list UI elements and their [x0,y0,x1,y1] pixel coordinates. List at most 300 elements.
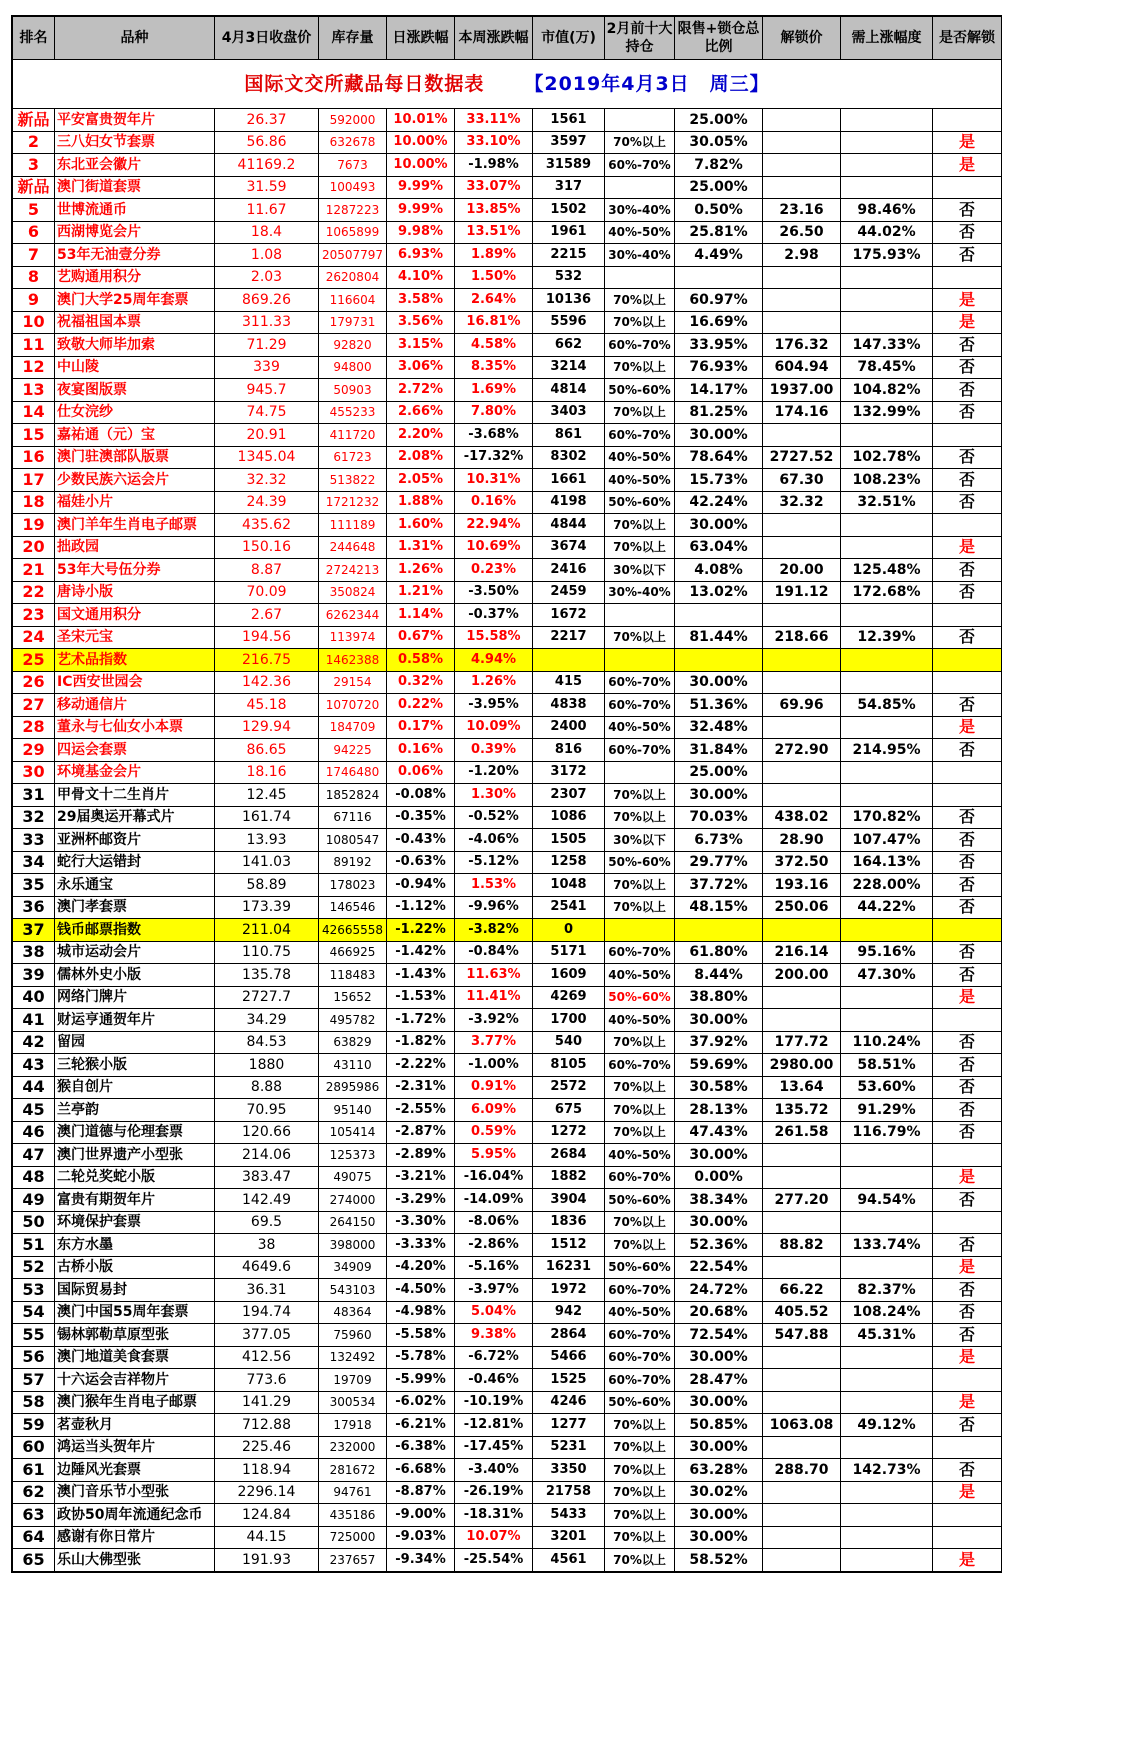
price-cell: 142.36 [215,671,319,694]
holding-cell: 70%以上 [605,1504,675,1527]
lock-ratio-cell: 60.97% [675,289,763,312]
table-row [13,266,1002,289]
unlock-price-cell: 547.88 [763,1324,841,1347]
unlock-price-cell: 88.82 [763,1234,841,1257]
lock-ratio-cell: 51.36% [675,694,763,717]
stock-cell: 100493 [319,176,387,199]
unlocked-flag-cell: 否 [933,559,1002,582]
table-row [13,1301,1002,1324]
name-cell: 留园 [55,1031,215,1054]
day-change-cell: -4.50% [387,1279,455,1302]
data-table [12,16,1002,1572]
holding-cell [605,266,675,289]
table-row [13,1189,1002,1212]
holding-cell: 40%-50% [605,1144,675,1167]
stock-cell: 19709 [319,1369,387,1392]
price-cell: 191.93 [215,1549,319,1572]
unlocked-flag-cell: 否 [933,334,1002,357]
needed-rise-cell [841,131,933,154]
day-change-cell: -1.53% [387,986,455,1009]
needed-rise-cell: 164.13% [841,851,933,874]
needed-rise-cell: 133.74% [841,1234,933,1257]
table-row [13,536,1002,559]
needed-rise-cell: 228.00% [841,874,933,897]
price-cell: 161.74 [215,806,319,829]
table-row [13,1256,1002,1279]
market-value-cell: 1502 [533,199,605,222]
day-change-cell: -1.82% [387,1031,455,1054]
market-value-cell: 942 [533,1301,605,1324]
week-change-cell: 7.80% [455,401,533,424]
price-cell: 71.29 [215,334,319,357]
day-change-cell: -9.03% [387,1526,455,1549]
day-change-cell: 10.00% [387,154,455,177]
unlocked-flag-cell: 否 [933,1279,1002,1302]
stock-cell: 2724213 [319,559,387,582]
price-cell: 124.84 [215,1504,319,1527]
stock-cell: 42665558 [319,919,387,942]
holding-cell: 70%以上 [605,874,675,897]
holding-cell: 60%-70% [605,671,675,694]
week-change-cell: -0.37% [455,604,533,627]
name-cell: 世博流通币 [55,199,215,222]
unlocked-flag-cell: 否 [933,739,1002,762]
name-cell: 少数民族六运会片 [55,469,215,492]
price-cell: 84.53 [215,1031,319,1054]
table-row [13,1054,1002,1077]
price-cell: 1880 [215,1054,319,1077]
stock-cell: 29154 [319,671,387,694]
holding-cell: 70%以上 [605,1031,675,1054]
needed-rise-cell [841,109,933,132]
price-cell: 225.46 [215,1436,319,1459]
needed-rise-cell: 172.68% [841,581,933,604]
holding-cell: 70%以上 [605,896,675,919]
price-cell: 18.16 [215,761,319,784]
unlocked-flag-cell: 是 [933,154,1002,177]
unlock-price-cell [763,154,841,177]
day-change-cell: 6.93% [387,244,455,267]
needed-rise-cell [841,1549,933,1572]
header-day-change: 日涨跌幅 [387,17,455,60]
day-change-cell: -2.89% [387,1144,455,1167]
price-cell: 412.56 [215,1346,319,1369]
rank-cell: 58 [13,1391,55,1414]
stock-cell: 2895986 [319,1076,387,1099]
unlock-price-cell [763,649,841,672]
table-row [13,514,1002,537]
needed-rise-cell: 82.37% [841,1279,933,1302]
table-row [13,199,1002,222]
lock-ratio-cell: 30.02% [675,1481,763,1504]
lock-ratio-cell: 59.69% [675,1054,763,1077]
price-cell: 44.15 [215,1526,319,1549]
lock-ratio-cell: 30.00% [675,1526,763,1549]
needed-rise-cell [841,761,933,784]
day-change-cell: -8.87% [387,1481,455,1504]
holding-cell: 70%以上 [605,1414,675,1437]
unlocked-flag-cell: 否 [933,874,1002,897]
stock-cell: 118483 [319,964,387,987]
market-value-cell: 5466 [533,1346,605,1369]
stock-cell: 725000 [319,1526,387,1549]
rank-cell: 36 [13,896,55,919]
title-cell [13,60,1002,109]
name-cell: 东北亚会徽片 [55,154,215,177]
lock-ratio-cell: 76.93% [675,356,763,379]
unlock-price-cell: 69.96 [763,694,841,717]
table-row [13,379,1002,402]
holding-cell [605,649,675,672]
price-cell: 377.05 [215,1324,319,1347]
table-row [13,626,1002,649]
unlocked-flag-cell: 否 [933,1031,1002,1054]
stock-cell: 94761 [319,1481,387,1504]
needed-rise-cell: 125.48% [841,559,933,582]
market-value-cell: 4246 [533,1391,605,1414]
holding-cell [605,604,675,627]
unlocked-flag-cell: 否 [933,356,1002,379]
lock-ratio-cell: 47.43% [675,1121,763,1144]
week-change-cell: -4.06% [455,829,533,852]
table-row [13,1211,1002,1234]
name-cell: 城市运动会片 [55,941,215,964]
table-row [13,851,1002,874]
unlock-price-cell: 26.50 [763,221,841,244]
market-value-cell: 540 [533,1031,605,1054]
price-cell: 2727.7 [215,986,319,1009]
rank-cell: 20 [13,536,55,559]
stock-cell: 17918 [319,1414,387,1437]
unlocked-flag-cell: 否 [933,1121,1002,1144]
market-value-cell: 3597 [533,131,605,154]
week-change-cell: 0.39% [455,739,533,762]
stock-cell: 61723 [319,446,387,469]
week-change-cell: 1.69% [455,379,533,402]
unlocked-flag-cell [933,1504,1002,1527]
holding-cell: 70%以上 [605,536,675,559]
market-value-cell: 1505 [533,829,605,852]
unlock-price-cell: 216.14 [763,941,841,964]
table-row [13,356,1002,379]
holding-cell: 60%-70% [605,1279,675,1302]
rank-cell: 26 [13,671,55,694]
price-cell: 4649.6 [215,1256,319,1279]
needed-rise-cell [841,1211,933,1234]
week-change-cell: -18.31% [455,1504,533,1527]
rank-cell: 65 [13,1549,55,1572]
rank-cell: 55 [13,1324,55,1347]
unlocked-flag-cell [933,604,1002,627]
needed-rise-cell [841,716,933,739]
week-change-cell: -1.20% [455,761,533,784]
header-needed-rise: 需上涨幅度 [841,17,933,60]
price-cell: 41169.2 [215,154,319,177]
rank-cell: 51 [13,1234,55,1257]
needed-rise-cell: 45.31% [841,1324,933,1347]
week-change-cell: 0.59% [455,1121,533,1144]
lock-ratio-cell: 61.80% [675,941,763,964]
day-change-cell: -1.43% [387,964,455,987]
header-unlock-price: 解锁价 [763,17,841,60]
market-value-cell: 3350 [533,1459,605,1482]
stock-cell: 300534 [319,1391,387,1414]
holding-cell: 50%-60% [605,851,675,874]
name-cell: 甲骨文十二生肖片 [55,784,215,807]
name-cell: 平安富贵贺年片 [55,109,215,132]
price-cell: 32.32 [215,469,319,492]
needed-rise-cell: 44.22% [841,896,933,919]
unlock-price-cell: 1937.00 [763,379,841,402]
name-cell: 环境保护套票 [55,1211,215,1234]
unlock-price-cell [763,1391,841,1414]
unlock-price-cell: 261.58 [763,1121,841,1144]
header-unlocked: 是否解锁 [933,17,1002,60]
market-value-cell: 1882 [533,1166,605,1189]
table-row [13,1346,1002,1369]
holding-cell: 50%-60% [605,986,675,1009]
market-value-cell: 16231 [533,1256,605,1279]
market-value-cell: 2217 [533,626,605,649]
unlock-price-cell: 177.72 [763,1031,841,1054]
unlocked-flag-cell: 是 [933,716,1002,739]
market-value-cell: 2572 [533,1076,605,1099]
rank-cell: 29 [13,739,55,762]
stock-cell: 48364 [319,1301,387,1324]
lock-ratio-cell: 30.00% [675,671,763,694]
day-change-cell: 4.10% [387,266,455,289]
name-cell: 国际贸易封 [55,1279,215,1302]
day-change-cell: -1.22% [387,919,455,942]
holding-cell: 70%以上 [605,1549,675,1572]
unlocked-flag-cell [933,109,1002,132]
table-row [13,1369,1002,1392]
price-cell: 74.75 [215,401,319,424]
unlocked-flag-cell [933,1144,1002,1167]
holding-cell: 30%以下 [605,829,675,852]
day-change-cell: -9.34% [387,1549,455,1572]
unlocked-flag-cell: 是 [933,1256,1002,1279]
lock-ratio-cell: 30.00% [675,1436,763,1459]
week-change-cell: 16.81% [455,311,533,334]
market-value-cell: 1836 [533,1211,605,1234]
stock-cell: 116604 [319,289,387,312]
needed-rise-cell: 175.93% [841,244,933,267]
rank-cell: 15 [13,424,55,447]
name-cell: 致敬大师毕加索 [55,334,215,357]
market-value-cell: 4838 [533,694,605,717]
needed-rise-cell [841,1256,933,1279]
day-change-cell: -4.98% [387,1301,455,1324]
needed-rise-cell [841,1369,933,1392]
market-value-cell: 5231 [533,1436,605,1459]
holding-cell: 30%以下 [605,559,675,582]
stock-cell: 111189 [319,514,387,537]
unlocked-flag-cell [933,514,1002,537]
table-row [13,1414,1002,1437]
market-value-cell [533,649,605,672]
lock-ratio-cell: 16.69% [675,311,763,334]
price-cell: 1.08 [215,244,319,267]
rank-cell: 61 [13,1459,55,1482]
day-change-cell: -6.68% [387,1459,455,1482]
unlock-price-cell [763,1211,841,1234]
holding-cell: 40%-50% [605,716,675,739]
name-cell: 夜宴图版票 [55,379,215,402]
stock-cell: 237657 [319,1549,387,1572]
name-cell: 53年大号伍分券 [55,559,215,582]
week-change-cell: -0.46% [455,1369,533,1392]
day-change-cell: 1.60% [387,514,455,537]
market-value-cell: 1561 [533,109,605,132]
price-cell: 11.67 [215,199,319,222]
price-cell: 712.88 [215,1414,319,1437]
table-row [13,581,1002,604]
holding-cell: 70%以上 [605,1076,675,1099]
holding-cell: 70%以上 [605,401,675,424]
table-row [13,1504,1002,1527]
table-row [13,311,1002,334]
lock-ratio-cell: 15.73% [675,469,763,492]
name-cell: 澳门大学25周年套票 [55,289,215,312]
rank-cell: 11 [13,334,55,357]
needed-rise-cell [841,1504,933,1527]
stock-cell: 1080547 [319,829,387,852]
market-value-cell: 1512 [533,1234,605,1257]
price-cell: 142.49 [215,1189,319,1212]
market-value-cell: 0 [533,919,605,942]
unlocked-flag-cell [933,1369,1002,1392]
name-cell: 拙政园 [55,536,215,559]
rank-cell: 2 [13,131,55,154]
stock-cell: 398000 [319,1234,387,1257]
name-cell: 澳门音乐节小型张 [55,1481,215,1504]
lock-ratio-cell: 28.47% [675,1369,763,1392]
rank-cell: 53 [13,1279,55,1302]
needed-rise-cell: 147.33% [841,334,933,357]
stock-cell: 1287223 [319,199,387,222]
rank-cell: 21 [13,559,55,582]
lock-ratio-cell: 37.72% [675,874,763,897]
market-value-cell: 1272 [533,1121,605,1144]
name-cell: 澳门猴年生肖电子邮票 [55,1391,215,1414]
stock-cell: 411720 [319,424,387,447]
market-value-cell: 1609 [533,964,605,987]
stock-cell: 94225 [319,739,387,762]
needed-rise-cell [841,1009,933,1032]
holding-cell [605,761,675,784]
needed-rise-cell [841,311,933,334]
market-value-cell: 415 [533,671,605,694]
stock-cell: 513822 [319,469,387,492]
unlock-price-cell: 438.02 [763,806,841,829]
rank-cell: 17 [13,469,55,492]
lock-ratio-cell: 37.92% [675,1031,763,1054]
table-row [13,469,1002,492]
stock-cell: 113974 [319,626,387,649]
market-value-cell: 532 [533,266,605,289]
unlocked-flag-cell: 否 [933,1076,1002,1099]
name-cell: 茗壶秋月 [55,1414,215,1437]
day-change-cell: 10.01% [387,109,455,132]
stock-cell: 1746480 [319,761,387,784]
day-change-cell: 0.16% [387,739,455,762]
name-cell: 兰亭韵 [55,1099,215,1122]
holding-cell [605,109,675,132]
rank-cell: 49 [13,1189,55,1212]
day-change-cell: -3.30% [387,1211,455,1234]
rank-cell: 59 [13,1414,55,1437]
market-value-cell: 3403 [533,401,605,424]
rank-cell: 30 [13,761,55,784]
table-row [13,1481,1002,1504]
name-cell: 澳门世界遗产小型张 [55,1144,215,1167]
header-rank: 排名 [13,17,55,60]
unlock-price-cell [763,1009,841,1032]
stock-cell: 435186 [319,1504,387,1527]
needed-rise-cell: 108.23% [841,469,933,492]
lock-ratio-cell: 24.72% [675,1279,763,1302]
rank-cell: 16 [13,446,55,469]
week-change-cell: -0.52% [455,806,533,829]
price-cell: 120.66 [215,1121,319,1144]
price-cell: 18.4 [215,221,319,244]
lock-ratio-cell: 32.48% [675,716,763,739]
needed-rise-cell [841,1166,933,1189]
stock-cell: 63829 [319,1031,387,1054]
stock-cell: 75960 [319,1324,387,1347]
unlock-price-cell [763,761,841,784]
week-change-cell: 6.09% [455,1099,533,1122]
holding-cell: 70%以上 [605,784,675,807]
table-row [13,1324,1002,1347]
table-row [13,221,1002,244]
name-cell: 福娃小片 [55,491,215,514]
unlocked-flag-cell: 否 [933,1099,1002,1122]
holding-cell: 30%-40% [605,244,675,267]
week-change-cell: 0.23% [455,559,533,582]
name-cell: 四运会套票 [55,739,215,762]
rank-cell: 13 [13,379,55,402]
unlocked-flag-cell: 是 [933,1166,1002,1189]
week-change-cell: -0.84% [455,941,533,964]
lock-ratio-cell: 81.25% [675,401,763,424]
holding-cell: 60%-70% [605,1054,675,1077]
unlock-price-cell: 272.90 [763,739,841,762]
rank-cell: 57 [13,1369,55,1392]
unlock-price-cell [763,514,841,537]
table-row [13,806,1002,829]
day-change-cell: -3.29% [387,1189,455,1212]
day-change-cell: -0.43% [387,829,455,852]
price-cell: 70.09 [215,581,319,604]
unlock-price-cell [763,986,841,1009]
name-cell: 澳门道德与伦理套票 [55,1121,215,1144]
week-change-cell: -2.86% [455,1234,533,1257]
table-row [13,109,1002,132]
day-change-cell: 2.66% [387,401,455,424]
table-row [13,761,1002,784]
price-cell: 36.31 [215,1279,319,1302]
lock-ratio-cell: 38.34% [675,1189,763,1212]
rank-cell: 8 [13,266,55,289]
holding-cell: 70%以上 [605,311,675,334]
table-row [13,964,1002,987]
market-value-cell: 2864 [533,1324,605,1347]
week-change-cell: -14.09% [455,1189,533,1212]
stock-cell: 350824 [319,581,387,604]
table-row [13,604,1002,627]
